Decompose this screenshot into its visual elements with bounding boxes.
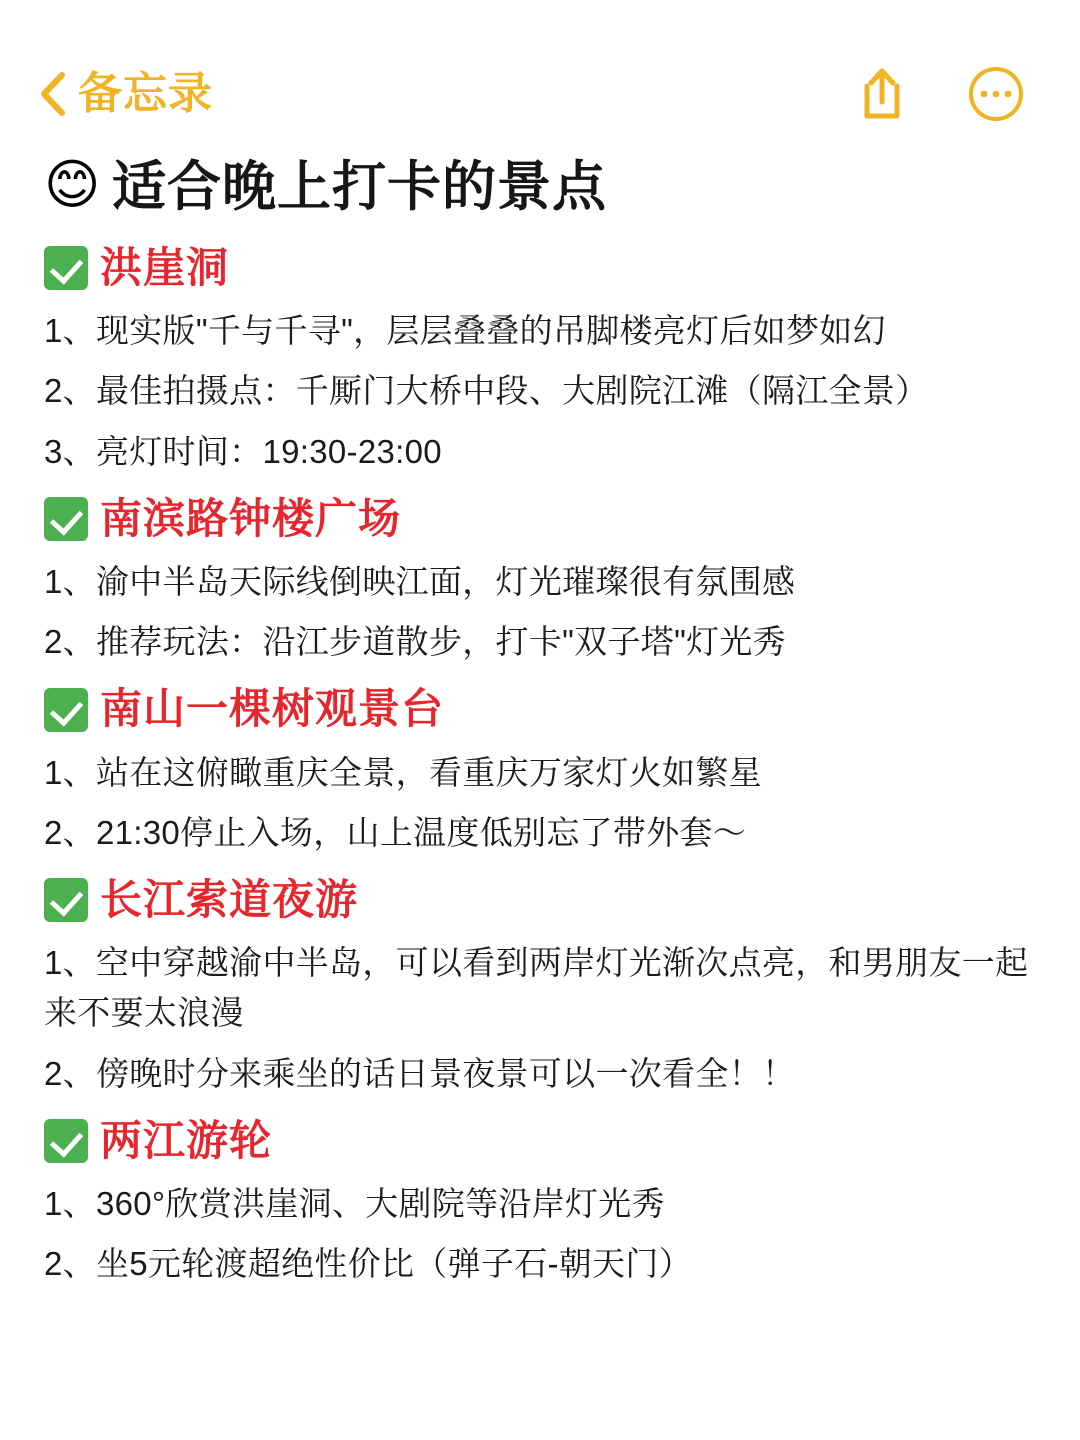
more-options-icon[interactable] [968,66,1024,122]
chevron-left-icon[interactable] [38,70,68,118]
check-mark-icon [44,246,88,290]
top-navigation-bar [38,0,1042,150]
section-title: 长江索道夜游 [100,875,359,923]
list-item: 2、坐5元轮渡超绝性价比（弹子石-朝天门） [44,1245,692,1283]
section-heading [44,495,1042,543]
page-title [38,155,1042,218]
list-item: 1、360°欣赏洪崖洞、大剧院等沿岸灯光秀 [44,1185,665,1223]
note-section [38,685,1042,858]
note-section [38,244,1042,477]
check-mark-icon [44,878,88,922]
section-title: 洪崖洞 [100,244,230,291]
section-title: 南滨路钟楼广场 [100,494,402,542]
list-item: 1、站在这俯瞰重庆全景，看重庆万家灯火如繁星 [44,753,762,791]
list-item: 2、21:30停止入场，山上温度低别忘了带外套～ [44,813,747,851]
list-item: 2、推荐玩法：沿江步道散步，打卡"双子塔"灯光秀 [44,623,786,661]
smiling-face-emoji: 😊 [44,155,101,215]
list-item: 1、渝中半岛天际线倒映江面，灯光璀璨很有氛围感 [44,563,796,601]
check-mark-icon [44,1119,88,1163]
note-section [38,1117,1042,1290]
list-item: 1、空中穿越渝中半岛，可以看到两岸灯光渐次点亮，和男朋友一起来不要太浪漫 [44,944,1029,1032]
back-label[interactable]: 备忘录 [78,69,213,118]
list-item: 1、现实版"千与千寻"，层层叠叠的吊脚楼亮灯后如梦如幻 [44,312,886,350]
section-heading [44,876,1042,924]
check-mark-icon [44,497,88,541]
section-title: 南山一棵树观景台 [100,685,445,733]
nav-actions [854,66,1042,122]
back-button[interactable] [38,70,213,118]
list-item: 3、亮灯时间：19:30-23:00 [44,432,442,470]
list-item: 2、傍晚时分来乘坐的话日景夜景可以一次看全！！ [44,1054,796,1092]
note-section [38,495,1042,668]
check-mark-icon [44,688,88,732]
section-heading [44,685,1042,733]
note-section [38,876,1042,1099]
section-title: 两江游轮 [100,1116,273,1164]
page-title-text: 适合晚上打卡的景点 [112,157,607,218]
section-heading [44,244,1042,292]
section-heading [44,1117,1042,1165]
list-item: 2、最佳拍摄点：千厮门大桥中段、大剧院江滩（隔江全景） [44,372,929,410]
share-icon[interactable] [854,66,910,122]
